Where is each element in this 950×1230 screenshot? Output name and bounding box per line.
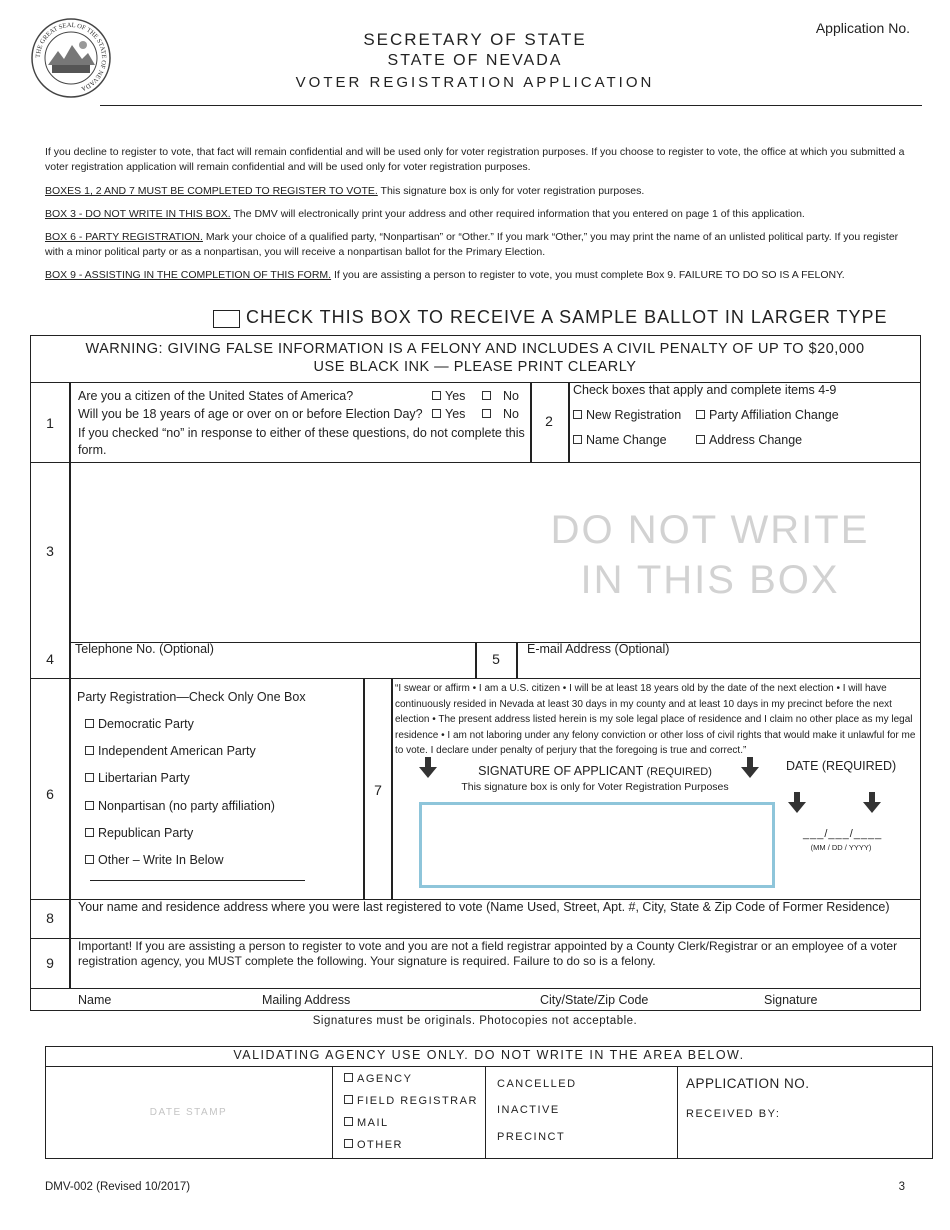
instruction-head: BOXES 1, 2 AND 7 MUST BE COMPLETED TO REGISTER TO VOTE. xyxy=(45,185,378,197)
box-number-4: 4 xyxy=(46,651,54,667)
box5-divider xyxy=(516,642,518,678)
checkbox[interactable] xyxy=(85,746,94,755)
party-option-other[interactable] xyxy=(85,853,224,867)
validating-border-right xyxy=(932,1046,933,1158)
signature-note: This signature box is only for Voter Registration Purposes xyxy=(461,781,729,793)
assistant-city-field[interactable]: City/State/Zip Code xyxy=(540,993,649,1007)
seal-text: THE GREAT SEAL OF THE STATE OF NEVADA xyxy=(34,21,108,93)
table-border-top xyxy=(30,335,921,336)
validating-border-left xyxy=(45,1046,46,1158)
citizen-yes-option[interactable] xyxy=(432,389,465,403)
box-number-5: 5 xyxy=(492,651,500,667)
instruction-head: BOX 3 - DO NOT WRITE IN THIS BOX. xyxy=(45,208,231,220)
party-option-libertarian[interactable] xyxy=(85,771,190,785)
applicant-signature-box[interactable] xyxy=(419,802,775,888)
application-no-label: Application No. xyxy=(815,20,910,36)
table-border-bottom xyxy=(30,1010,921,1011)
box-number-9: 9 xyxy=(46,955,54,971)
box1-note: If you checked “no” in response to either of these questions, do not complete this form. xyxy=(78,426,525,457)
party-label: Democratic Party xyxy=(98,717,194,731)
signature-label-text: SIGNATURE OF APPLICANT xyxy=(478,764,643,778)
party-label: Independent American Party xyxy=(98,744,256,758)
row-divider xyxy=(30,678,921,679)
application-no-field-label: APPLICATION NO. xyxy=(686,1076,810,1091)
new-registration-label: New Registration xyxy=(586,408,682,422)
mail-option[interactable] xyxy=(344,1117,389,1129)
box2-heading: Check boxes that apply and complete items 4-9 xyxy=(573,383,837,397)
party-option-republican[interactable] xyxy=(85,826,193,840)
inactive-label: INACTIVE xyxy=(497,1104,560,1116)
checkbox[interactable] xyxy=(85,855,94,864)
instruction-box6 xyxy=(45,230,915,260)
new-registration-option[interactable] xyxy=(573,408,681,422)
box-number-7: 7 xyxy=(374,782,382,798)
party-label: Nonpartisan (no party affiliation) xyxy=(98,799,275,813)
table-border-right xyxy=(920,335,921,1011)
warning-felony: WARNING: GIVING FALSE INFORMATION IS A FELONY AND INCLUDES A CIVIL PENALTY OF UP TO $20,000 xyxy=(85,341,865,357)
date-format-hint: (MM / DD / YYYY) xyxy=(810,843,872,852)
validating-col-divider xyxy=(677,1066,678,1158)
validating-border-bottom xyxy=(45,1158,933,1159)
checkbox[interactable] xyxy=(85,719,94,728)
sample-ballot-checkbox[interactable] xyxy=(213,310,240,328)
age-no-option[interactable] xyxy=(482,407,519,421)
cancelled-label: CANCELLED xyxy=(497,1078,577,1090)
instruction-boxes-required xyxy=(45,184,915,199)
mail-label: MAIL xyxy=(357,1117,389,1129)
row-divider xyxy=(30,462,921,463)
agency-option[interactable] xyxy=(344,1073,412,1085)
no-label: No xyxy=(503,389,519,403)
date-stamp-label: DATE STAMP xyxy=(149,1107,228,1118)
party-heading: Party Registration—Check Only One Box xyxy=(77,690,306,704)
validating-col-divider xyxy=(332,1066,333,1158)
yes-label: Yes xyxy=(445,407,466,421)
party-option-democratic[interactable] xyxy=(85,717,194,731)
box-number-3: 3 xyxy=(46,543,54,559)
party-option-nonpartisan[interactable] xyxy=(85,799,275,813)
email-label: E-mail Address (Optional) xyxy=(527,642,670,656)
precinct-label: PRECINCT xyxy=(497,1131,566,1143)
age-yes-option[interactable] xyxy=(432,407,465,421)
checkbox[interactable] xyxy=(482,409,491,418)
checkbox[interactable] xyxy=(344,1073,353,1082)
other-label: OTHER xyxy=(357,1139,403,1151)
assistant-important-text: Important! If you are assisting a person to register to vote and you are not a field registrar appointed by a County Clerk/Registrar or an employee of a voter registration agency, you MUST complete the following. Your signature is required. Failure to do so is a felony. xyxy=(78,939,898,968)
instruction-body: The DMV will electronically print your address and other required information that you entered on page 1 of this application. xyxy=(230,208,805,220)
assistant-mailing-field[interactable]: Mailing Address xyxy=(262,993,351,1007)
arrow-down-icon xyxy=(741,757,759,779)
box2-divider xyxy=(568,382,570,462)
arrow-down-icon xyxy=(419,757,437,779)
party-label: Republican Party xyxy=(98,826,194,840)
assistant-signature-field[interactable]: Signature xyxy=(764,993,818,1007)
form-id: DMV-002 (Revised 10/2017) xyxy=(45,1181,191,1193)
checkbox[interactable] xyxy=(696,435,705,444)
oath-text: “I swear or affirm • I am a U.S. citizen • I will be at least 18 years old by the date of the next election • I will have continuously resided in Nevada at least 30 days in my county and at least 10 days in my precinct before the next election • The present address listed herein is my sole legal place of residence and I claim no other place as my legal residence • I am not laboring under any felony conviction or other loss of civil rights that would make it unlawful for me to vote. I declare under penalty of perjury that the foregoing is true and correct.” xyxy=(395,683,916,756)
signature-label xyxy=(450,764,740,778)
former-address-input[interactable] xyxy=(78,917,916,937)
citizen-question: Are you a citizen of the United States of America? xyxy=(78,389,354,403)
header-divider xyxy=(100,105,922,106)
page-number: 3 xyxy=(898,1181,905,1193)
box-number-1: 1 xyxy=(46,415,54,431)
validating-heading: VALIDATING AGENCY USE ONLY. DO NOT WRITE IN THE AREA BELOW. xyxy=(233,1048,745,1062)
title-secretary-of-state: SECRETARY OF STATE xyxy=(363,30,587,49)
party-change-option[interactable] xyxy=(696,408,839,422)
checkbox[interactable] xyxy=(573,435,582,444)
checkbox[interactable] xyxy=(344,1095,353,1104)
instruction-body: If you are assisting a person to register to vote, you must complete Box 9. FAILURE TO DO SO IS A FELONY. xyxy=(331,269,845,281)
warning-black-ink: USE BLACK INK — PLEASE PRINT CLEARLY xyxy=(313,359,637,375)
other-party-write-in-line[interactable] xyxy=(90,880,305,881)
state-seal xyxy=(30,17,112,99)
validating-col-divider xyxy=(485,1066,486,1158)
box-number-2: 2 xyxy=(545,413,553,429)
address-change-label: Address Change xyxy=(709,433,803,447)
instruction-head: BOX 9 - ASSISTING IN THE COMPLETION OF THIS FORM. xyxy=(45,269,332,281)
instruction-box3 xyxy=(45,207,915,222)
sample-ballot-label: CHECK THIS BOX TO RECEIVE A SAMPLE BALLOT IN LARGER TYPE xyxy=(246,307,888,327)
party-change-label: Party Affiliation Change xyxy=(709,408,839,422)
date-input[interactable]: ___/___/____ xyxy=(803,828,883,840)
field-registrar-option[interactable] xyxy=(344,1095,478,1107)
checkbox[interactable] xyxy=(344,1139,353,1148)
checkbox[interactable] xyxy=(696,410,705,419)
assistant-name-field[interactable]: Name xyxy=(78,993,112,1007)
name-change-option[interactable] xyxy=(573,433,667,447)
box-number-8: 8 xyxy=(46,910,54,926)
instruction-box9 xyxy=(45,268,915,283)
instruction-confidentiality: If you decline to register to vote, that fact will remain confidential and will be used only for voter registration purposes. If you choose to register to vote, the office at which you submitted a voter registration application will remain confidential and will be used only for voter registration purposes. xyxy=(45,146,905,173)
validating-heading-divider xyxy=(45,1066,933,1067)
date-label: DATE (REQUIRED) xyxy=(786,759,897,773)
dnw-line1: DO NOT WRITE xyxy=(550,508,870,552)
field-registrar-label: FIELD REGISTRAR xyxy=(357,1095,478,1107)
checkbox[interactable] xyxy=(85,828,94,837)
dnw-line2: IN THIS BOX xyxy=(580,558,840,602)
checkbox[interactable] xyxy=(85,773,94,782)
title-voter-registration: VOTER REGISTRATION APPLICATION xyxy=(295,74,655,91)
party-label: Libertarian Party xyxy=(98,771,190,785)
instruction-body: Mark your choice of a qualified party, “Nonpartisan” or “Other.” If you mark “Other,” you may print the name of an unlisted political party. If you register with a minor political party or as a nonpartisan, you will receive a nonpartisan ballot for the Primary Election. xyxy=(45,231,899,258)
box-number-6: 6 xyxy=(46,786,54,802)
signature-required: (REQUIRED) xyxy=(646,766,712,778)
age-question: Will you be 18 years of age or over on or before Election Day? xyxy=(78,407,423,421)
party-label: Other – Write In Below xyxy=(98,853,224,867)
party-option-independent-american[interactable] xyxy=(85,744,256,758)
instruction-body: This signature box is only for voter registration purposes. xyxy=(377,185,645,197)
telephone-input[interactable] xyxy=(78,658,468,676)
number-column-divider xyxy=(69,382,71,989)
row-divider xyxy=(30,988,921,989)
do-not-write-watermark xyxy=(520,505,900,605)
former-address-label: Your name and residence address where you were last registered to vote (Name Used, Street, Apt. #, City, State & Zip Code of Former Residence) xyxy=(78,900,890,914)
checkbox[interactable] xyxy=(85,801,94,810)
originals-note: Signatures must be originals. Photocopies not acceptable. xyxy=(312,1015,638,1027)
checkbox[interactable] xyxy=(344,1117,353,1126)
instruction-head: BOX 6 - PARTY REGISTRATION. xyxy=(45,231,203,243)
address-change-option[interactable] xyxy=(696,433,802,447)
email-input[interactable] xyxy=(527,658,915,676)
agency-label: AGENCY xyxy=(357,1073,413,1085)
checkbox[interactable] xyxy=(482,391,491,400)
arrow-down-icon xyxy=(788,792,806,814)
yes-label: Yes xyxy=(445,389,466,403)
received-by-label: RECEIVED BY: xyxy=(686,1108,781,1120)
no-label: No xyxy=(503,407,519,421)
name-change-label: Name Change xyxy=(586,433,667,447)
checkbox[interactable] xyxy=(573,410,582,419)
validating-border-top xyxy=(45,1046,933,1047)
checkbox[interactable] xyxy=(432,391,441,400)
title-state-of-nevada: STATE OF NEVADA xyxy=(387,52,563,69)
other-option[interactable] xyxy=(344,1139,403,1151)
telephone-label: Telephone No. (Optional) xyxy=(75,642,214,656)
arrow-down-icon xyxy=(863,792,881,814)
checkbox[interactable] xyxy=(432,409,441,418)
citizen-no-option[interactable] xyxy=(482,389,519,403)
